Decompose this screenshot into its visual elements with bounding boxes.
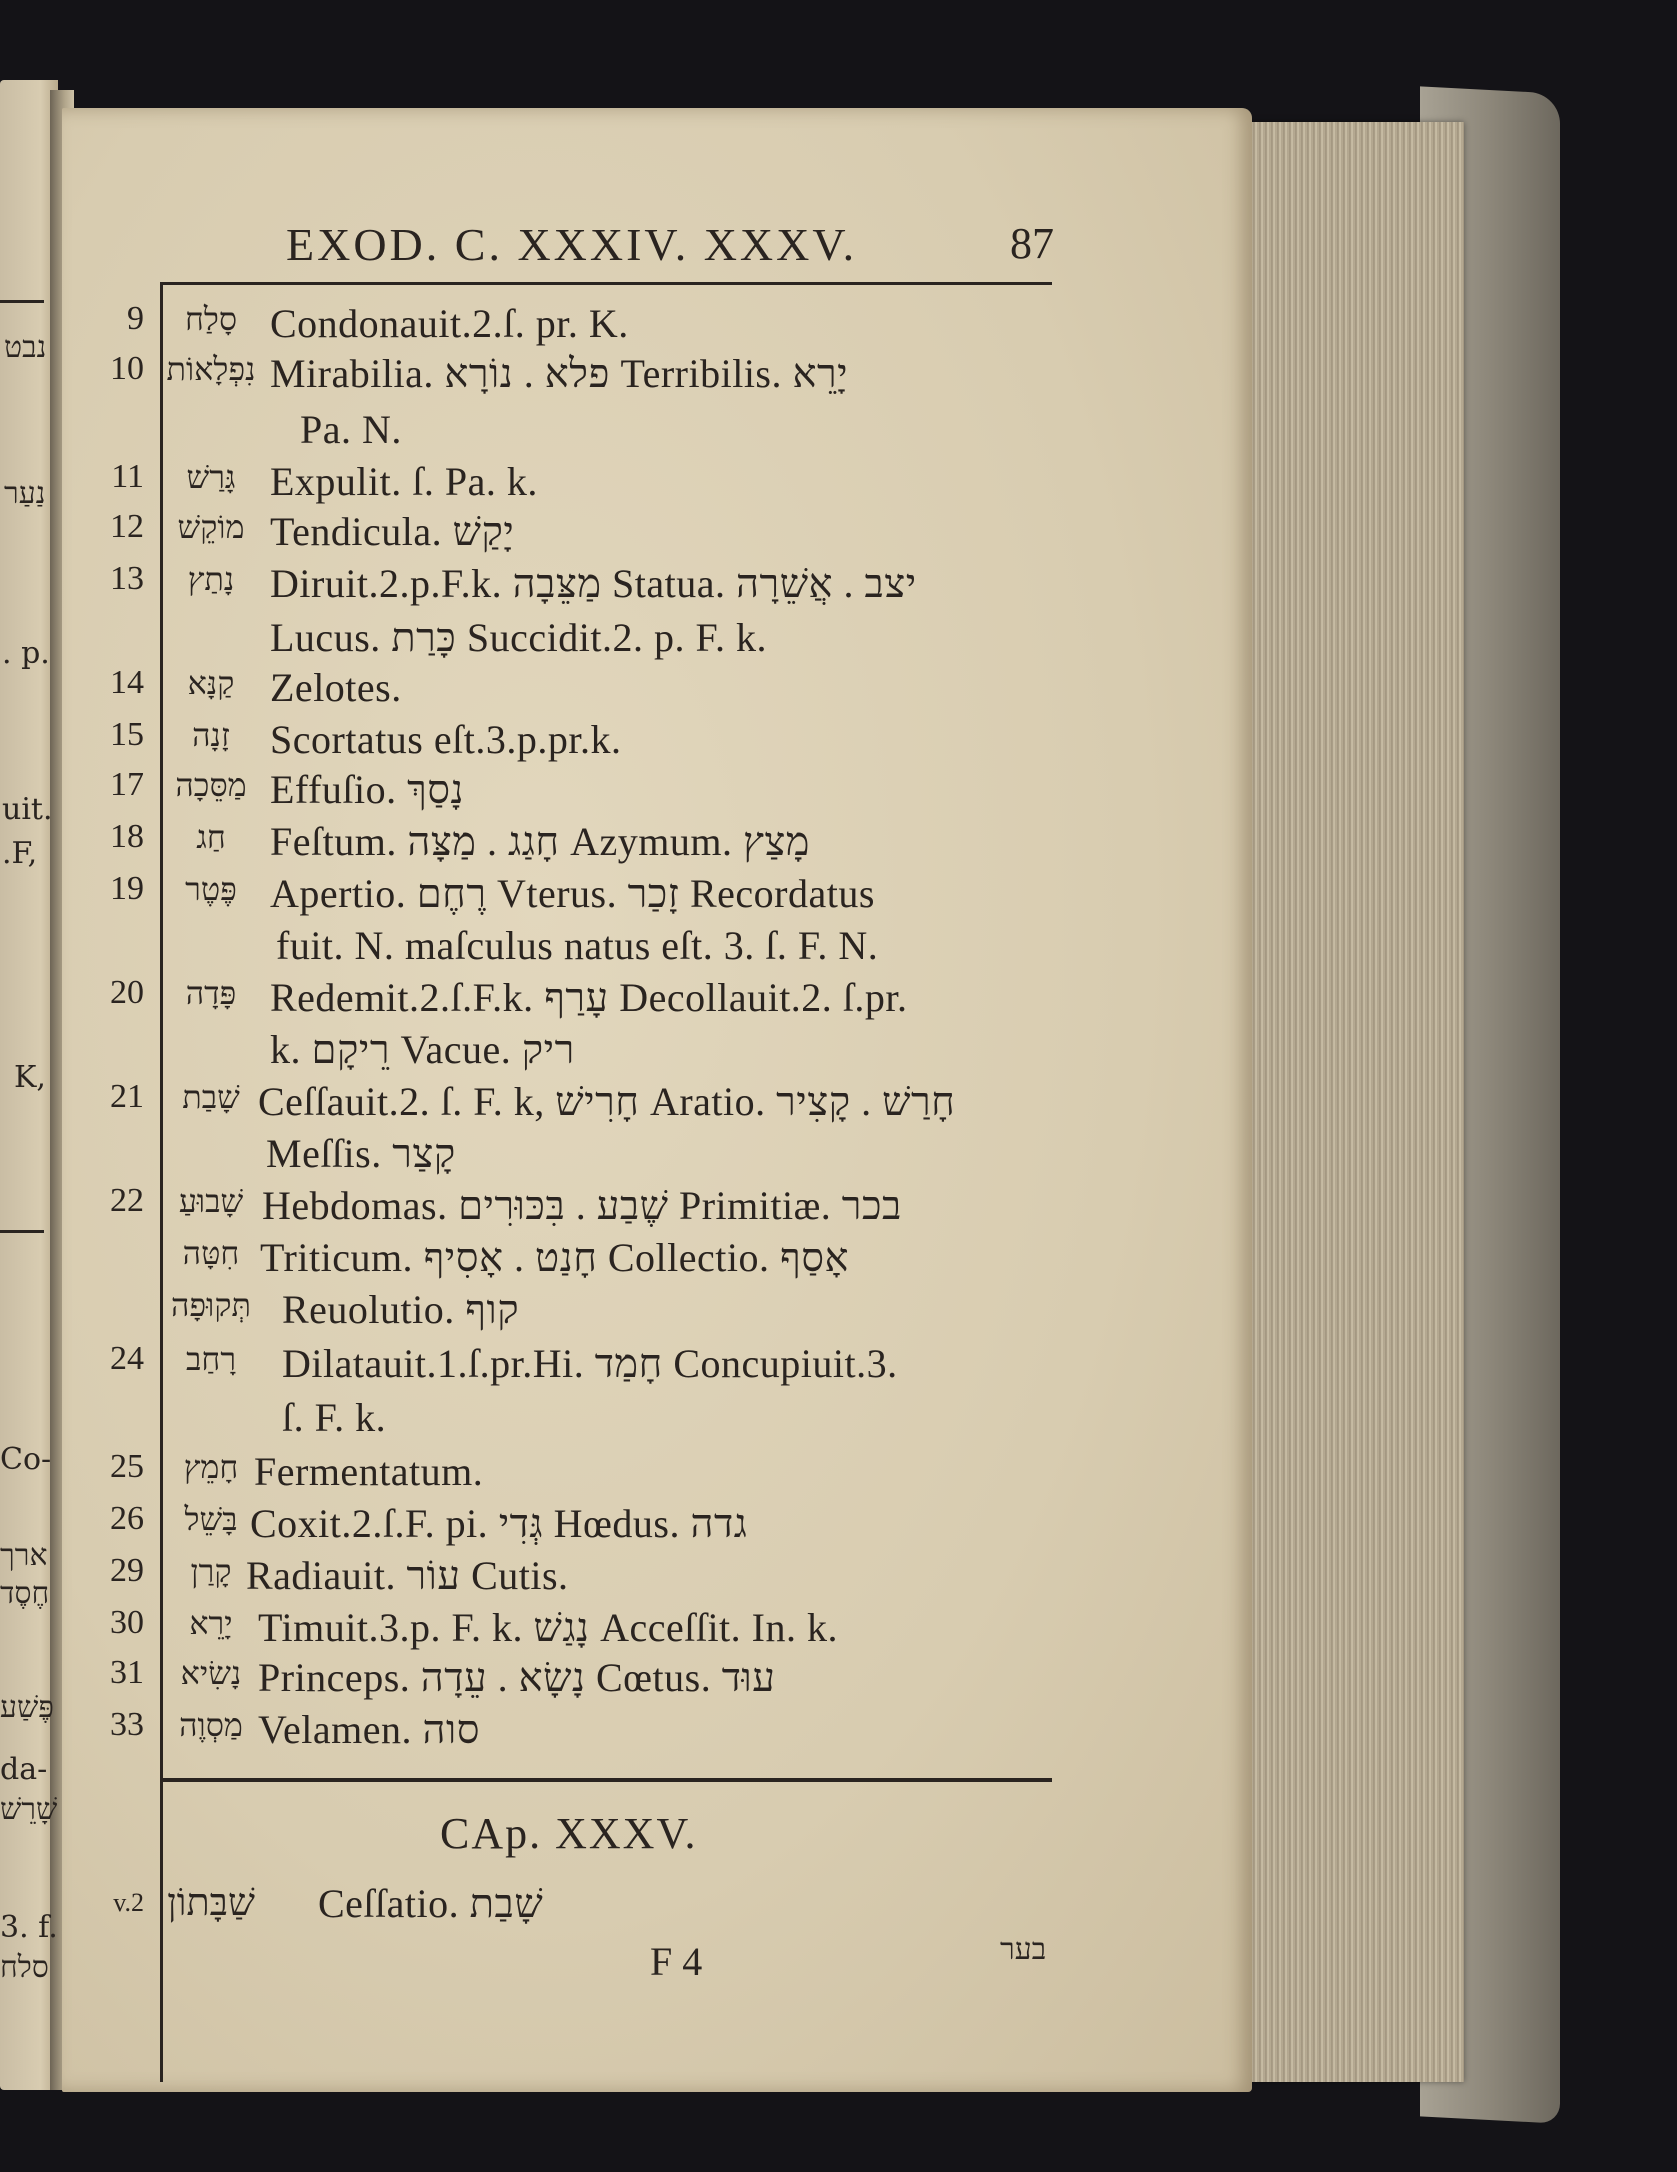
latin-gloss: Velamen. סוה xyxy=(258,1707,480,1752)
hebrew-lemma: יָרֵא xyxy=(189,1604,233,1642)
header-rule xyxy=(160,282,1052,285)
hebrew-lemma: שָׁבַת xyxy=(182,1078,240,1116)
latin-gloss: Fermentatum. xyxy=(254,1449,484,1494)
glossary-entry xyxy=(0,300,1200,350)
latin-gloss: Pa. N. xyxy=(300,407,402,452)
verse-number: 22 xyxy=(110,1182,144,1219)
latin-gloss: Zelotes. xyxy=(270,665,402,710)
left-page-fragment: . p. xyxy=(2,636,50,671)
glossary-entry xyxy=(0,818,1200,868)
glossary-entry xyxy=(0,664,1200,714)
latin-gloss: fuit. N. maſculus natus eſt. 3. ſ. F. N. xyxy=(276,923,879,968)
glossary-entry xyxy=(0,1706,1200,1756)
left-page-fragment: Co- xyxy=(0,1442,52,1477)
left-page-fragment: חֶסֶד xyxy=(0,1576,50,1611)
glossary-entry xyxy=(0,560,1200,610)
left-page-fragment: פֶּשַׁע xyxy=(0,1690,54,1725)
latin-gloss: Apertio. רֶחֶם Vterus. זָכַר Recordatus xyxy=(270,871,875,916)
glossary-entry xyxy=(0,1286,1200,1336)
verse-number: 24 xyxy=(110,1340,144,1377)
latin-gloss: Mirabilia. פלא . נוֹרָא Terribilis. יָרֵא xyxy=(270,351,849,396)
running-head: EXOD. C. XXXIV. XXXV. xyxy=(286,219,858,270)
verse-number: 33 xyxy=(110,1706,144,1743)
latin-gloss: Diruit.2.p.F.k. מַצֵּבָה Statua. יצב . אֲשֵׁרָה xyxy=(270,561,917,606)
hebrew-lemma: מַסְוֶה xyxy=(179,1706,243,1744)
latin-gloss: Lucus. כָּרַת Succidit.2. p. F. k. xyxy=(270,615,767,660)
verse-number: 25 xyxy=(110,1448,144,1485)
verse-number: 10 xyxy=(110,350,144,387)
latin-gloss: k. רֵיקָם Vacue. ריק xyxy=(270,1027,575,1072)
latin-gloss: ſ. F. k. xyxy=(282,1395,387,1440)
hebrew-lemma: פָּדָה xyxy=(185,974,237,1012)
glossary-entry xyxy=(0,1880,1200,1930)
hebrew-lemma: קָרַן xyxy=(190,1552,232,1590)
verse-number: 11 xyxy=(111,458,144,495)
glossary-entry xyxy=(0,406,1200,456)
latin-gloss: Reuolutio. קוף xyxy=(282,1287,520,1332)
hebrew-lemma: שַׁבָּתוֹן xyxy=(167,1880,255,1924)
latin-gloss: Ceſſauit.2. ſ. F. k, חָרִישׁ Aratio. חָרַשׁ . קָצִיר xyxy=(258,1079,956,1124)
latin-gloss: Tendicula. יָקַשׁ xyxy=(270,509,515,554)
latin-gloss: Timuit.3.p. F. k. נָגַשׁ Acceſſit. In. k. xyxy=(258,1605,838,1650)
glossary-entry xyxy=(0,922,1200,972)
latin-gloss: Radiauit. עוֹר Cutis. xyxy=(246,1553,569,1598)
left-page-fragment: נבט xyxy=(4,330,47,365)
hebrew-lemma: חַג xyxy=(196,818,226,856)
verse-number: 9 xyxy=(127,300,144,337)
glossary-entry xyxy=(0,716,1200,766)
hebrew-lemma: חָמֵץ xyxy=(183,1448,239,1486)
hebrew-lemma: סָלַח xyxy=(184,300,238,338)
latin-gloss: Scortatus eſt.3.p.pr.k. xyxy=(270,717,622,762)
verse-number: 26 xyxy=(110,1500,144,1537)
hebrew-lemma: קַנָּא xyxy=(187,664,235,702)
hebrew-lemma: נָתַץ xyxy=(187,560,235,598)
latin-gloss: Dilatauit.1.ſ.pr.Hi. חָמַד Concupiuit.3. xyxy=(282,1341,898,1386)
left-page-fragment: נַעַר xyxy=(4,476,46,511)
latin-gloss: Meſſis. קָצַר xyxy=(266,1131,456,1176)
verse-number: v.2 xyxy=(113,1888,144,1917)
glossary-entry xyxy=(0,1654,1200,1704)
hebrew-lemma: רָחַב xyxy=(185,1340,237,1378)
glossary-entry xyxy=(0,1130,1200,1180)
glossary-entry xyxy=(0,614,1200,664)
left-page-fragment: da- xyxy=(0,1752,48,1787)
verse-number: 31 xyxy=(110,1654,144,1691)
left-page-fragment: uit. xyxy=(2,792,53,827)
latin-gloss: Effuſio. נָסַךְ xyxy=(270,767,464,812)
signature-mark: F 4 xyxy=(650,1939,703,1984)
hebrew-lemma: פֶּטֶר xyxy=(185,870,237,908)
glossary-entry xyxy=(0,1394,1200,1444)
verse-number: 21 xyxy=(110,1078,144,1115)
hebrew-lemma: בָּשֵׁל xyxy=(184,1500,238,1538)
verse-number: 19 xyxy=(110,870,144,907)
hebrew-lemma: גָּרַשׁ xyxy=(186,458,236,496)
verse-number: 29 xyxy=(110,1552,144,1589)
verse-number: 20 xyxy=(110,974,144,1011)
latin-gloss: Redemit.2.ſ.F.k. עָרַף Decollauit.2. ſ.pr. xyxy=(270,975,908,1020)
latin-gloss: Expulit. ſ. Pa. k. xyxy=(270,459,538,504)
section-rule xyxy=(160,1778,1052,1782)
latin-gloss: Hebdomas. שֶׁבַע . בִּכּוּרִים Primitiæ. בכר xyxy=(262,1183,902,1228)
glossary-entry xyxy=(0,766,1200,816)
verse-number: 13 xyxy=(110,560,144,597)
latin-gloss: Condonauit.2.ſ. pr. K. xyxy=(270,301,629,346)
glossary-entry xyxy=(0,1182,1200,1232)
glossary-entry xyxy=(0,350,1200,400)
left-page-fragment: 3. f. xyxy=(0,1910,58,1945)
left-page-fragment: סלח xyxy=(0,1950,49,1985)
glossary-entry xyxy=(0,1026,1200,1076)
glossary-entry xyxy=(0,870,1200,920)
latin-gloss: Feſtum. חָגַג . מַצָּה Azymum. מָצַץ xyxy=(270,819,810,864)
hebrew-lemma: נָשִׂיא xyxy=(180,1654,242,1692)
glossary-entry xyxy=(0,1234,1200,1284)
left-page-fragment: ארך xyxy=(0,1538,48,1573)
glossary-entry xyxy=(0,1448,1200,1498)
glossary-entry xyxy=(0,508,1200,558)
latin-gloss: Coxit.2.ſ.F. pi. גְּדִי Hœdus. גדה xyxy=(250,1501,748,1546)
glossary-entry xyxy=(0,1500,1200,1550)
glossary-entry xyxy=(0,974,1200,1024)
verse-number: 14 xyxy=(110,664,144,701)
latin-gloss: Princeps. נָשָׂא . עֵדָה Cœtus. עוּד xyxy=(258,1655,776,1700)
verse-number: 30 xyxy=(110,1604,144,1641)
page-number: 87 xyxy=(1010,219,1054,268)
glossary-entry xyxy=(0,1340,1200,1390)
verse-number: 17 xyxy=(110,766,144,803)
page-edges xyxy=(1228,122,1464,2082)
left-page-fragment: שָׁרֵשׁ xyxy=(0,1792,58,1827)
latin-gloss: Triticum. חָנַט . אָסִיף Collectio. אָסַף xyxy=(260,1235,849,1280)
hebrew-lemma: מוֹקֵשׁ xyxy=(177,508,245,546)
hebrew-lemma: זָנָה xyxy=(192,716,230,754)
hebrew-lemma: שָׁבוּעַ xyxy=(178,1182,244,1220)
hebrew-lemma: חִטָּה xyxy=(182,1234,240,1272)
verse-number: 12 xyxy=(110,508,144,545)
glossary-entry xyxy=(0,1552,1200,1602)
glossary-entry xyxy=(0,458,1200,508)
left-page-fragment: K, xyxy=(14,1060,46,1095)
verse-number: 18 xyxy=(110,818,144,855)
latin-gloss: Ceſſatio. שָׁבַת xyxy=(318,1881,544,1926)
glossary-entry xyxy=(0,1078,1200,1128)
verse-number: 15 xyxy=(110,716,144,753)
chapter-heading: CAp. XXXV. xyxy=(440,1809,698,1858)
hebrew-lemma: מַסֵּכָה xyxy=(175,766,247,804)
left-page-fragment: .F, xyxy=(2,836,38,871)
hebrew-lemma: נִפְלָאוֹת xyxy=(166,350,256,388)
catchword: בער xyxy=(1000,1932,1047,1967)
hebrew-lemma: תְּקוּפָה xyxy=(171,1286,251,1324)
glossary-entry xyxy=(0,1604,1200,1654)
